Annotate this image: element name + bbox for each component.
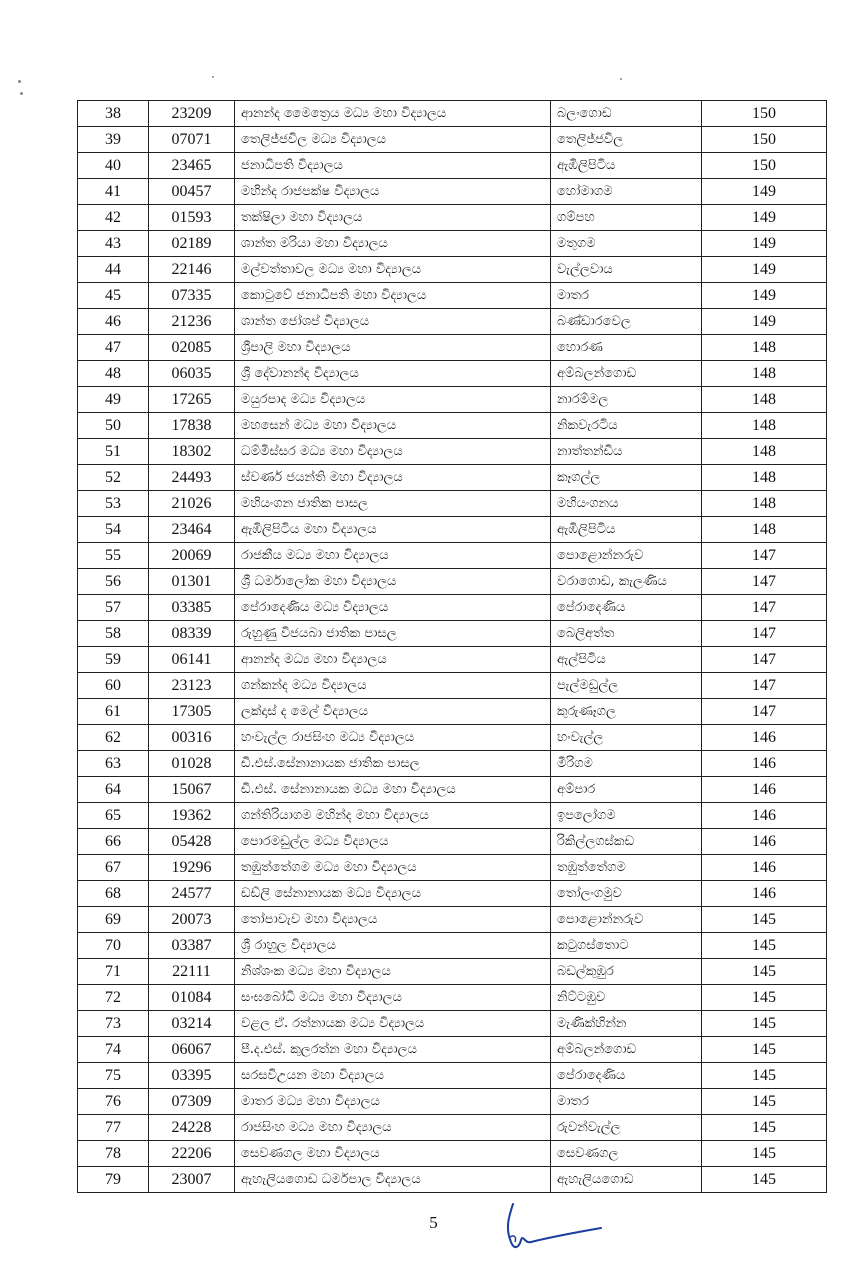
- table-row: [78, 829, 827, 855]
- score-cell: 145: [702, 959, 827, 985]
- school-town-cell: ඇල්පිටිය: [551, 647, 702, 673]
- school-town-cell: අම්බලන්ගොඩ: [551, 361, 702, 387]
- row-number-cell: 75: [78, 1063, 149, 1089]
- table-row: [78, 491, 827, 517]
- row-number-cell: 71: [78, 959, 149, 985]
- score-cell: 145: [702, 933, 827, 959]
- score-cell: 146: [702, 881, 827, 907]
- row-number-cell: 66: [78, 829, 149, 855]
- school-name-cell: තෝපාවැව මහා විද්‍යාලය: [235, 907, 551, 933]
- score-cell: 150: [702, 127, 827, 153]
- school-town-cell: කටුගස්තොට: [551, 933, 702, 959]
- table-row: [78, 595, 827, 621]
- table-row: [78, 309, 827, 335]
- school-code-cell: 07071: [149, 127, 235, 153]
- table-row: [78, 855, 827, 881]
- score-cell: 148: [702, 387, 827, 413]
- row-number-cell: 64: [78, 777, 149, 803]
- school-town-cell: හොරණ: [551, 335, 702, 361]
- school-town-cell: තඹුත්තේගම: [551, 855, 702, 881]
- score-cell: 146: [702, 725, 827, 751]
- school-town-cell: වරාගොඩ, කැලණිය: [551, 569, 702, 595]
- row-number-cell: 51: [78, 439, 149, 465]
- table-row: [78, 1063, 827, 1089]
- school-code-cell: 03387: [149, 933, 235, 959]
- school-code-cell: 01028: [149, 751, 235, 777]
- school-town-cell: රිකිල්ලගස්කඩ: [551, 829, 702, 855]
- school-town-cell: අම්බලන්ගොඩ: [551, 1037, 702, 1063]
- school-code-cell: 08339: [149, 621, 235, 647]
- school-name-cell: මහින්ද රාජපක්ෂ විද්‍යාලය: [235, 179, 551, 205]
- school-name-cell: ගන්කන්ද මධ්‍ය විද්‍යාලය: [235, 673, 551, 699]
- school-code-cell: 23123: [149, 673, 235, 699]
- school-town-cell: කෑගල්ල: [551, 465, 702, 491]
- school-name-cell: තක්ෂිලා මහා විද්‍යාලය: [235, 205, 551, 231]
- table-row: [78, 1089, 827, 1115]
- row-number-cell: 70: [78, 933, 149, 959]
- school-code-cell: 22206: [149, 1141, 235, 1167]
- row-number-cell: 56: [78, 569, 149, 595]
- score-cell: 147: [702, 647, 827, 673]
- school-code-cell: 15067: [149, 777, 235, 803]
- school-code-cell: 23209: [149, 101, 235, 127]
- table-row: [78, 803, 827, 829]
- school-town-cell: නිට්ටඹුව: [551, 985, 702, 1011]
- row-number-cell: 39: [78, 127, 149, 153]
- school-code-cell: 17305: [149, 699, 235, 725]
- school-town-cell: තෙලිජ්ජවිල: [551, 127, 702, 153]
- score-cell: 145: [702, 1167, 827, 1193]
- school-name-cell: මාතර මධ්‍ය මහා විද්‍යාලය: [235, 1089, 551, 1115]
- score-cell: 145: [702, 907, 827, 933]
- score-cell: 149: [702, 231, 827, 257]
- school-name-cell: රාජකීය මධ්‍ය මහා විද්‍යාලය: [235, 543, 551, 569]
- school-code-cell: 20073: [149, 907, 235, 933]
- school-code-cell: 17265: [149, 387, 235, 413]
- school-code-cell: 22111: [149, 959, 235, 985]
- table-row: [78, 101, 827, 127]
- table-row: [78, 361, 827, 387]
- school-name-cell: ඩී.එස්.සේනානායක ජාතික පාසල: [235, 751, 551, 777]
- row-number-cell: 49: [78, 387, 149, 413]
- school-code-cell: 03395: [149, 1063, 235, 1089]
- school-name-cell: සංඝබෝධි මධ්‍ය මහා විද්‍යාලය: [235, 985, 551, 1011]
- score-cell: 146: [702, 855, 827, 881]
- row-number-cell: 52: [78, 465, 149, 491]
- row-number-cell: 65: [78, 803, 149, 829]
- school-town-cell: හෝමාගම: [551, 179, 702, 205]
- school-name-cell: කොටුවේ ජනාධිපති මහා විද්‍යාලය: [235, 283, 551, 309]
- school-code-cell: 03214: [149, 1011, 235, 1037]
- school-name-cell: ශ්‍රී දේවානන්ද විද්‍යාලය: [235, 361, 551, 387]
- score-cell: 145: [702, 1115, 827, 1141]
- score-cell: 146: [702, 777, 827, 803]
- score-cell: 149: [702, 283, 827, 309]
- school-name-cell: වළල ඒ. රත්නායක මධ්‍ය විද්‍යාලය: [235, 1011, 551, 1037]
- row-number-cell: 38: [78, 101, 149, 127]
- school-town-cell: බලංගොඩ: [551, 101, 702, 127]
- school-code-cell: 06141: [149, 647, 235, 673]
- row-number-cell: 74: [78, 1037, 149, 1063]
- school-town-cell: කුරුණෑගල: [551, 699, 702, 725]
- score-cell: 148: [702, 439, 827, 465]
- school-code-cell: 24493: [149, 465, 235, 491]
- score-cell: 147: [702, 621, 827, 647]
- scan-speck: [620, 78, 622, 80]
- school-town-cell: මීරිගම: [551, 751, 702, 777]
- school-town-cell: නිකවැරටිය: [551, 413, 702, 439]
- score-cell: 145: [702, 1011, 827, 1037]
- school-name-cell: ලක්දාස් ද මෙල් විද්‍යාලය: [235, 699, 551, 725]
- table-row: [78, 231, 827, 257]
- school-code-cell: 22146: [149, 257, 235, 283]
- school-code-cell: 06067: [149, 1037, 235, 1063]
- table-row: [78, 621, 827, 647]
- row-number-cell: 45: [78, 283, 149, 309]
- school-town-cell: නාරම්මල: [551, 387, 702, 413]
- school-name-cell: ශ්‍රී ධර්මාලෝක මහා විද්‍යාලය: [235, 569, 551, 595]
- school-name-cell: ශ්‍රී රාහුල විද්‍යාලය: [235, 933, 551, 959]
- table-row: [78, 699, 827, 725]
- school-name-cell: මල්වත්තාවල මධ්‍ය මහා විද්‍යාලය: [235, 257, 551, 283]
- score-cell: 147: [702, 595, 827, 621]
- school-name-cell: ධම්මිස්සර මධ්‍ය මහා විද්‍යාලය: [235, 439, 551, 465]
- row-number-cell: 46: [78, 309, 149, 335]
- table-row: [78, 465, 827, 491]
- score-cell: 150: [702, 101, 827, 127]
- score-cell: 149: [702, 257, 827, 283]
- table-row: [78, 777, 827, 803]
- school-name-cell: ඇහැලියගොඩ ධර්මපාල විද්‍යාලය: [235, 1167, 551, 1193]
- school-code-cell: 01084: [149, 985, 235, 1011]
- school-code-cell: 19362: [149, 803, 235, 829]
- row-number-cell: 62: [78, 725, 149, 751]
- school-name-cell: ජනාධිපති විද්‍යාලය: [235, 153, 551, 179]
- school-name-cell: ආනන්ද මෛත්‍රෙය මධ්‍ය මහා විද්‍යාලය: [235, 101, 551, 127]
- score-cell: 147: [702, 569, 827, 595]
- row-number-cell: 50: [78, 413, 149, 439]
- school-name-cell: ඇඹිලිපිටිය මහා විද්‍යාලය: [235, 517, 551, 543]
- row-number-cell: 48: [78, 361, 149, 387]
- school-name-cell: ස්වර්ණ ජයන්ති මහා විද්‍යාලය: [235, 465, 551, 491]
- row-number-cell: 59: [78, 647, 149, 673]
- score-cell: 148: [702, 361, 827, 387]
- school-name-cell: හංවැල්ල රාජසිංහ මධ්‍ය විද්‍යාලය: [235, 725, 551, 751]
- school-code-cell: 01301: [149, 569, 235, 595]
- score-cell: 148: [702, 491, 827, 517]
- table-row: [78, 517, 827, 543]
- school-town-cell: මැණික්හින්න: [551, 1011, 702, 1037]
- school-name-cell: මහසෙන් මධ්‍ය මහා විද්‍යාලය: [235, 413, 551, 439]
- score-cell: 145: [702, 1089, 827, 1115]
- school-ranking-table: [77, 100, 827, 1193]
- row-number-cell: 76: [78, 1089, 149, 1115]
- school-town-cell: පොළොන්නරුව: [551, 907, 702, 933]
- row-number-cell: 61: [78, 699, 149, 725]
- score-cell: 145: [702, 1063, 827, 1089]
- table-row: [78, 1037, 827, 1063]
- school-town-cell: සෙවණගල: [551, 1141, 702, 1167]
- school-name-cell: ගන්තිරියාගම මහින්ද මහා විද්‍යාලය: [235, 803, 551, 829]
- table-row: [78, 933, 827, 959]
- school-code-cell: 03385: [149, 595, 235, 621]
- score-cell: 148: [702, 335, 827, 361]
- school-town-cell: ගම්පහ: [551, 205, 702, 231]
- page-number: 5: [429, 1213, 438, 1232]
- scan-speck: [20, 92, 23, 95]
- school-name-cell: තෙලිජ්ජවිල මධ්‍ය විද්‍යාලය: [235, 127, 551, 153]
- school-name-cell: ඩඩ්ලි සේනානායක මධ්‍ය විද්‍යාලය: [235, 881, 551, 907]
- row-number-cell: 63: [78, 751, 149, 777]
- school-code-cell: 01593: [149, 205, 235, 231]
- row-number-cell: 40: [78, 153, 149, 179]
- row-number-cell: 72: [78, 985, 149, 1011]
- school-code-cell: 07335: [149, 283, 235, 309]
- school-code-cell: 20069: [149, 543, 235, 569]
- score-cell: 150: [702, 153, 827, 179]
- row-number-cell: 57: [78, 595, 149, 621]
- row-number-cell: 73: [78, 1011, 149, 1037]
- row-number-cell: 43: [78, 231, 149, 257]
- row-number-cell: 67: [78, 855, 149, 881]
- score-cell: 146: [702, 803, 827, 829]
- table-row: [78, 907, 827, 933]
- school-code-cell: 23464: [149, 517, 235, 543]
- school-name-cell: තඹුත්තේගම මධ්‍ය මහා විද්‍යාලය: [235, 855, 551, 881]
- table-row: [78, 387, 827, 413]
- row-number-cell: 41: [78, 179, 149, 205]
- school-code-cell: 07309: [149, 1089, 235, 1115]
- table-row: [78, 985, 827, 1011]
- row-number-cell: 69: [78, 907, 149, 933]
- score-cell: 145: [702, 1037, 827, 1063]
- table-row: [78, 1167, 827, 1193]
- row-number-cell: 77: [78, 1115, 149, 1141]
- school-town-cell: මාතර: [551, 283, 702, 309]
- school-code-cell: 24228: [149, 1115, 235, 1141]
- score-cell: 149: [702, 179, 827, 205]
- school-town-cell: අම්පාර: [551, 777, 702, 803]
- school-town-cell: වැල්ලවාය: [551, 257, 702, 283]
- score-cell: 147: [702, 699, 827, 725]
- table-row: [78, 751, 827, 777]
- school-code-cell: 24577: [149, 881, 235, 907]
- school-town-cell: බෙලිඅත්ත: [551, 621, 702, 647]
- table-row: [78, 1011, 827, 1037]
- score-cell: 148: [702, 413, 827, 439]
- school-code-cell: 00457: [149, 179, 235, 205]
- row-number-cell: 54: [78, 517, 149, 543]
- table-body: [78, 101, 827, 1193]
- school-name-cell: පොරමඩුල්ල මධ්‍ය විද්‍යාලය: [235, 829, 551, 855]
- score-cell: 148: [702, 465, 827, 491]
- table-row: [78, 257, 827, 283]
- school-town-cell: රුවන්වැල්ල: [551, 1115, 702, 1141]
- school-name-cell: ඩී.එස්. සේනානායක මධ්‍ය මහා විද්‍යාලය: [235, 777, 551, 803]
- school-name-cell: සෙවණගල මහා විද්‍යාලය: [235, 1141, 551, 1167]
- school-code-cell: 05428: [149, 829, 235, 855]
- school-code-cell: 21026: [149, 491, 235, 517]
- school-town-cell: ඉපලෝගම: [551, 803, 702, 829]
- table-row: [78, 725, 827, 751]
- row-number-cell: 53: [78, 491, 149, 517]
- row-number-cell: 58: [78, 621, 149, 647]
- school-name-cell: මයුරපාද මධ්‍ය විද්‍යාලය: [235, 387, 551, 413]
- school-code-cell: 00316: [149, 725, 235, 751]
- school-town-cell: පොළොන්නරුව: [551, 543, 702, 569]
- school-town-cell: හංවැල්ල: [551, 725, 702, 751]
- table-row: [78, 127, 827, 153]
- school-name-cell: පී.ද.එස්. කුලරත්න මහා විද්‍යාලය: [235, 1037, 551, 1063]
- row-number-cell: 55: [78, 543, 149, 569]
- row-number-cell: 60: [78, 673, 149, 699]
- score-cell: 145: [702, 985, 827, 1011]
- scan-speck: [212, 76, 214, 78]
- score-cell: 149: [702, 309, 827, 335]
- score-cell: 147: [702, 673, 827, 699]
- table-row: [78, 673, 827, 699]
- school-code-cell: 02189: [149, 231, 235, 257]
- school-town-cell: ඇඹිලිපිටිය: [551, 153, 702, 179]
- school-town-cell: බඩල්කුඹුර: [551, 959, 702, 985]
- score-cell: 149: [702, 205, 827, 231]
- school-name-cell: මහියංගන ජාතික පාසල: [235, 491, 551, 517]
- school-town-cell: පේරාදෙණිය: [551, 595, 702, 621]
- school-name-cell: රුහුණු විජයබා ජාතික පාසල: [235, 621, 551, 647]
- score-cell: 145: [702, 1141, 827, 1167]
- table-row: [78, 153, 827, 179]
- school-town-cell: මාතර: [551, 1089, 702, 1115]
- school-town-cell: මහියංගනය: [551, 491, 702, 517]
- row-number-cell: 47: [78, 335, 149, 361]
- table-row: [78, 283, 827, 309]
- table-row: [78, 413, 827, 439]
- table-row: [78, 881, 827, 907]
- score-cell: 146: [702, 829, 827, 855]
- table-row: [78, 335, 827, 361]
- table-row: [78, 647, 827, 673]
- school-code-cell: 17838: [149, 413, 235, 439]
- school-name-cell: ශ්‍රීපාලි මහා විද්‍යාලය: [235, 335, 551, 361]
- school-name-cell: සරසවිඋයන මහා විද්‍යාලය: [235, 1063, 551, 1089]
- school-town-cell: බණ්ඩාරවෙල: [551, 309, 702, 335]
- row-number-cell: 42: [78, 205, 149, 231]
- school-name-cell: ශාන්ත මරියා මහා විද්‍යාලය: [235, 231, 551, 257]
- school-town-cell: ඇඹිලිපිටිය: [551, 517, 702, 543]
- school-town-cell: තෝලංගමුව: [551, 881, 702, 907]
- row-number-cell: 68: [78, 881, 149, 907]
- school-code-cell: 23007: [149, 1167, 235, 1193]
- school-code-cell: 02085: [149, 335, 235, 361]
- table-row: [78, 1141, 827, 1167]
- table-row: [78, 1115, 827, 1141]
- table-row: [78, 959, 827, 985]
- school-code-cell: 19296: [149, 855, 235, 881]
- school-name-cell: රාජසිංහ මධ්‍ය මහා විද්‍යාලය: [235, 1115, 551, 1141]
- school-code-cell: 21236: [149, 309, 235, 335]
- school-town-cell: නාත්තන්ඩිය: [551, 439, 702, 465]
- table-row: [78, 569, 827, 595]
- score-cell: 148: [702, 517, 827, 543]
- score-cell: 146: [702, 751, 827, 777]
- table-row: [78, 205, 827, 231]
- school-town-cell: මතුගම: [551, 231, 702, 257]
- school-name-cell: නිශ්ශංක මධ්‍ය මහා විද්‍යාලය: [235, 959, 551, 985]
- school-code-cell: 18302: [149, 439, 235, 465]
- school-name-cell: ශාන්ත ජෝශප් විද්‍යාලය: [235, 309, 551, 335]
- school-town-cell: පේරාදෙණිය: [551, 1063, 702, 1089]
- school-town-cell: ඇහැලියගොඩ: [551, 1167, 702, 1193]
- table-row: [78, 543, 827, 569]
- row-number-cell: 79: [78, 1167, 149, 1193]
- table-row: [78, 179, 827, 205]
- school-code-cell: 06035: [149, 361, 235, 387]
- school-code-cell: 23465: [149, 153, 235, 179]
- table-row: [78, 439, 827, 465]
- row-number-cell: 44: [78, 257, 149, 283]
- signature: [495, 1198, 605, 1258]
- scan-speck: [18, 80, 21, 83]
- school-town-cell: පැල්මඩුල්ල: [551, 673, 702, 699]
- school-name-cell: ආනන්ද මධ්‍ය මහා විද්‍යාලය: [235, 647, 551, 673]
- row-number-cell: 78: [78, 1141, 149, 1167]
- school-name-cell: පේරාදෙණිය මධ්‍ය විද්‍යාලය: [235, 595, 551, 621]
- score-cell: 147: [702, 543, 827, 569]
